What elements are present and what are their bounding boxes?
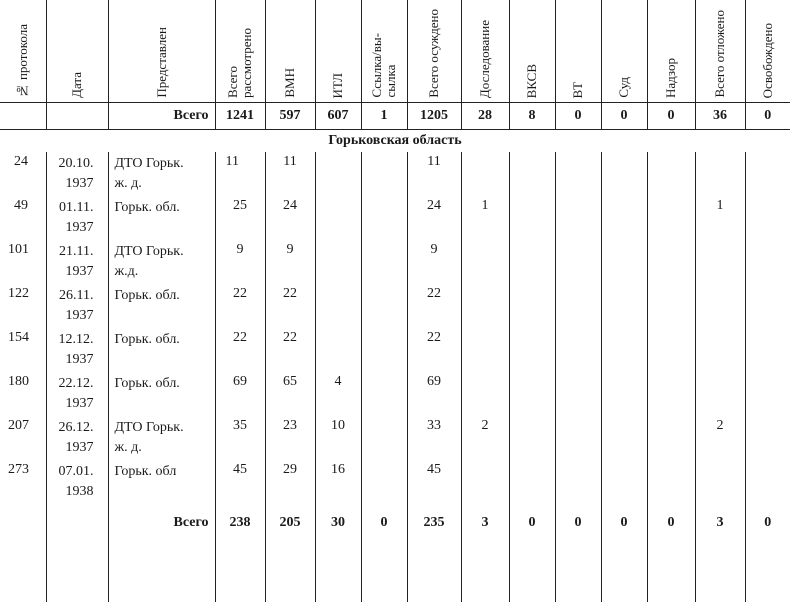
cell-vksv xyxy=(509,460,555,504)
cell-postponed: 2 xyxy=(695,416,745,460)
cell-protocol: 207 xyxy=(0,416,46,460)
cell-vmn: 24 xyxy=(265,196,315,240)
region-title: Горьковская область xyxy=(328,133,462,148)
header-total-postponed: Всего отложено xyxy=(695,0,745,103)
cell-vt xyxy=(555,284,601,328)
cell-presented: Горьк. обл xyxy=(108,460,215,504)
cell-total-reviewed: 35 xyxy=(215,416,265,460)
region-total-label: Всего xyxy=(108,504,215,542)
cell-convicted: 33 xyxy=(407,416,461,460)
cell-date: 21.11. 1937 xyxy=(46,240,108,284)
cell-date: 01.11. 1937 xyxy=(46,196,108,240)
header-vmn: ВМН xyxy=(265,0,315,103)
cell-vt xyxy=(555,196,601,240)
cell-postponed xyxy=(695,372,745,416)
cell-vmn: 65 xyxy=(265,372,315,416)
grand-total-reinvestigation: 28 xyxy=(461,103,509,130)
cell-reinvestigation xyxy=(461,240,509,284)
cell-vksv xyxy=(509,196,555,240)
cell-protocol: 122 xyxy=(0,284,46,328)
cell-convicted: 22 xyxy=(407,328,461,372)
table-row xyxy=(0,460,790,504)
cell-protocol: 154 xyxy=(0,328,46,372)
cell-reinvestigation xyxy=(461,328,509,372)
cell-presented: Горьк. обл. xyxy=(108,328,215,372)
cell-reinvestigation xyxy=(461,460,509,504)
header-date: Дата xyxy=(46,0,108,103)
cell-vmn: 22 xyxy=(265,328,315,372)
table-row xyxy=(0,416,790,460)
cell-itl: 4 xyxy=(315,372,361,416)
cell-released xyxy=(745,328,790,372)
table-filler xyxy=(0,542,790,602)
cell-court xyxy=(601,152,647,196)
header-supervision: Надзор xyxy=(647,0,695,103)
cell-itl xyxy=(315,284,361,328)
region-total-vmn: 205 xyxy=(265,504,315,542)
cell-convicted: 11 xyxy=(407,152,461,196)
cell-protocol: 180 xyxy=(0,372,46,416)
cell-court xyxy=(601,240,647,284)
region-total-convicted: 235 xyxy=(407,504,461,542)
region-total-vt: 0 xyxy=(555,504,601,542)
cell-vt xyxy=(555,460,601,504)
cell-exile xyxy=(361,284,407,328)
cell-court xyxy=(601,416,647,460)
cell-court xyxy=(601,328,647,372)
cell-vt xyxy=(555,372,601,416)
cell-vmn: 9 xyxy=(265,240,315,284)
cell-supervision xyxy=(647,460,695,504)
cell-released xyxy=(745,416,790,460)
cell-released xyxy=(745,372,790,416)
region-total-reinvestigation: 3 xyxy=(461,504,509,542)
cell-vksv xyxy=(509,372,555,416)
table-row xyxy=(0,328,790,372)
cell-date: 07.01. 1938 xyxy=(46,460,108,504)
cell-date: 20.10. 1937 xyxy=(46,152,108,196)
region-total-itl: 30 xyxy=(315,504,361,542)
cell-protocol: 101 xyxy=(0,240,46,284)
cell-exile xyxy=(361,328,407,372)
header-total-convicted: Всего осуждено xyxy=(407,0,461,103)
cell-total-reviewed: 45 xyxy=(215,460,265,504)
cell-itl xyxy=(315,328,361,372)
table-row xyxy=(0,284,790,328)
grand-total-court: 0 xyxy=(601,103,647,130)
cell-itl: 16 xyxy=(315,460,361,504)
cell-presented: ДТО Горьк. ж.д. xyxy=(108,240,215,284)
grand-total-postponed: 36 xyxy=(695,103,745,130)
cell-date: 22.12. 1937 xyxy=(46,372,108,416)
cell-itl xyxy=(315,152,361,196)
cell-court xyxy=(601,460,647,504)
region-total-exile: 0 xyxy=(361,504,407,542)
cell-supervision xyxy=(647,372,695,416)
cell-court xyxy=(601,284,647,328)
header-itl: ИТЛ xyxy=(315,0,361,103)
cell-exile xyxy=(361,460,407,504)
cell-convicted: 69 xyxy=(407,372,461,416)
cell-convicted: 9 xyxy=(407,240,461,284)
region-total-vksv: 0 xyxy=(509,504,555,542)
cell-date: 26.12. 1937 xyxy=(46,416,108,460)
cell-supervision xyxy=(647,240,695,284)
region-total-postponed: 3 xyxy=(695,504,745,542)
cell-protocol: 273 xyxy=(0,460,46,504)
region-total-court: 0 xyxy=(601,504,647,542)
grand-total-vmn: 597 xyxy=(265,103,315,130)
cell-presented: Горьк. обл. xyxy=(108,196,215,240)
grand-total-reviewed: 1241 xyxy=(215,103,265,130)
cell-protocol: 49 xyxy=(0,196,46,240)
grand-total-released: 0 xyxy=(745,103,790,130)
cell-total-reviewed: 11 xyxy=(215,152,265,196)
region-total-reviewed: 238 xyxy=(215,504,265,542)
cell-released xyxy=(745,152,790,196)
header-total-reviewed: Всего рассмотрено xyxy=(215,0,265,103)
cell-supervision xyxy=(647,152,695,196)
cell-postponed xyxy=(695,240,745,284)
region-total-row xyxy=(0,504,790,542)
table-row xyxy=(0,152,790,196)
cell-postponed: 1 xyxy=(695,196,745,240)
cell-supervision xyxy=(647,328,695,372)
cell-vmn: 11 xyxy=(265,152,315,196)
cell-released xyxy=(745,284,790,328)
cell-presented: Горьк. обл. xyxy=(108,284,215,328)
grand-total-vt: 0 xyxy=(555,103,601,130)
cell-vksv xyxy=(509,240,555,284)
header-reinvestigation: Доследование xyxy=(461,0,509,103)
header-row xyxy=(0,0,790,103)
cell-supervision xyxy=(647,196,695,240)
cell-itl xyxy=(315,240,361,284)
cell-released xyxy=(745,196,790,240)
cell-vt xyxy=(555,328,601,372)
header-court: Суд xyxy=(601,0,647,103)
cell-vksv xyxy=(509,328,555,372)
header-vksv: ВКСВ xyxy=(509,0,555,103)
region-total-supervision: 0 xyxy=(647,504,695,542)
cell-protocol: 24 xyxy=(0,152,46,196)
cell-court xyxy=(601,196,647,240)
cell-itl xyxy=(315,196,361,240)
cell-reinvestigation: 1 xyxy=(461,196,509,240)
grand-total-exile: 1 xyxy=(361,103,407,130)
cell-total-reviewed: 22 xyxy=(215,284,265,328)
cell-total-reviewed: 69 xyxy=(215,372,265,416)
cell-court xyxy=(601,372,647,416)
cell-exile xyxy=(361,240,407,284)
cell-postponed xyxy=(695,152,745,196)
region-row xyxy=(0,130,790,153)
cell-vt xyxy=(555,152,601,196)
grand-total-convicted: 1205 xyxy=(407,103,461,130)
cell-total-reviewed: 22 xyxy=(215,328,265,372)
cell-convicted: 45 xyxy=(407,460,461,504)
cell-date: 26.11. 1937 xyxy=(46,284,108,328)
cell-postponed xyxy=(695,460,745,504)
header-presented: Представлен xyxy=(108,0,215,103)
table-row xyxy=(0,240,790,284)
grand-total-label: Всего xyxy=(108,103,215,130)
cell-presented: ДТО Горьк. ж. д. xyxy=(108,416,215,460)
cell-vt xyxy=(555,240,601,284)
header-vt: ВТ xyxy=(555,0,601,103)
cell-presented: Горьк. обл. xyxy=(108,372,215,416)
cell-exile xyxy=(361,372,407,416)
cell-vksv xyxy=(509,416,555,460)
cell-date: 12.12. 1937 xyxy=(46,328,108,372)
cell-released xyxy=(745,460,790,504)
cell-reinvestigation xyxy=(461,284,509,328)
cell-reinvestigation xyxy=(461,152,509,196)
cell-postponed xyxy=(695,284,745,328)
header-exile: Ссылка/вы- сылка xyxy=(361,0,407,103)
cell-convicted: 24 xyxy=(407,196,461,240)
table-row xyxy=(0,196,790,240)
cell-released xyxy=(745,240,790,284)
cell-total-reviewed: 9 xyxy=(215,240,265,284)
grand-total-vksv: 8 xyxy=(509,103,555,130)
grand-total-itl: 607 xyxy=(315,103,361,130)
header-protocol: № протокола xyxy=(0,0,46,103)
cell-vksv xyxy=(509,152,555,196)
cell-itl: 10 xyxy=(315,416,361,460)
cell-exile xyxy=(361,416,407,460)
cell-convicted: 22 xyxy=(407,284,461,328)
cell-vmn: 29 xyxy=(265,460,315,504)
header-released: Освобождено xyxy=(759,22,775,98)
cell-supervision xyxy=(647,416,695,460)
cell-vmn: 23 xyxy=(265,416,315,460)
table-row xyxy=(0,372,790,416)
cell-total-reviewed: 25 xyxy=(215,196,265,240)
cell-presented: ДТО Горьк. ж. д. xyxy=(108,152,215,196)
cell-exile xyxy=(361,196,407,240)
cell-supervision xyxy=(647,284,695,328)
grand-total-supervision: 0 xyxy=(647,103,695,130)
cell-reinvestigation xyxy=(461,372,509,416)
grand-total-row xyxy=(0,103,790,130)
cell-postponed xyxy=(695,328,745,372)
region-total-released: 0 xyxy=(764,515,772,530)
cell-vmn: 22 xyxy=(265,284,315,328)
cell-exile xyxy=(361,152,407,196)
cell-reinvestigation: 2 xyxy=(461,416,509,460)
cell-vt xyxy=(555,416,601,460)
cell-vksv xyxy=(509,284,555,328)
